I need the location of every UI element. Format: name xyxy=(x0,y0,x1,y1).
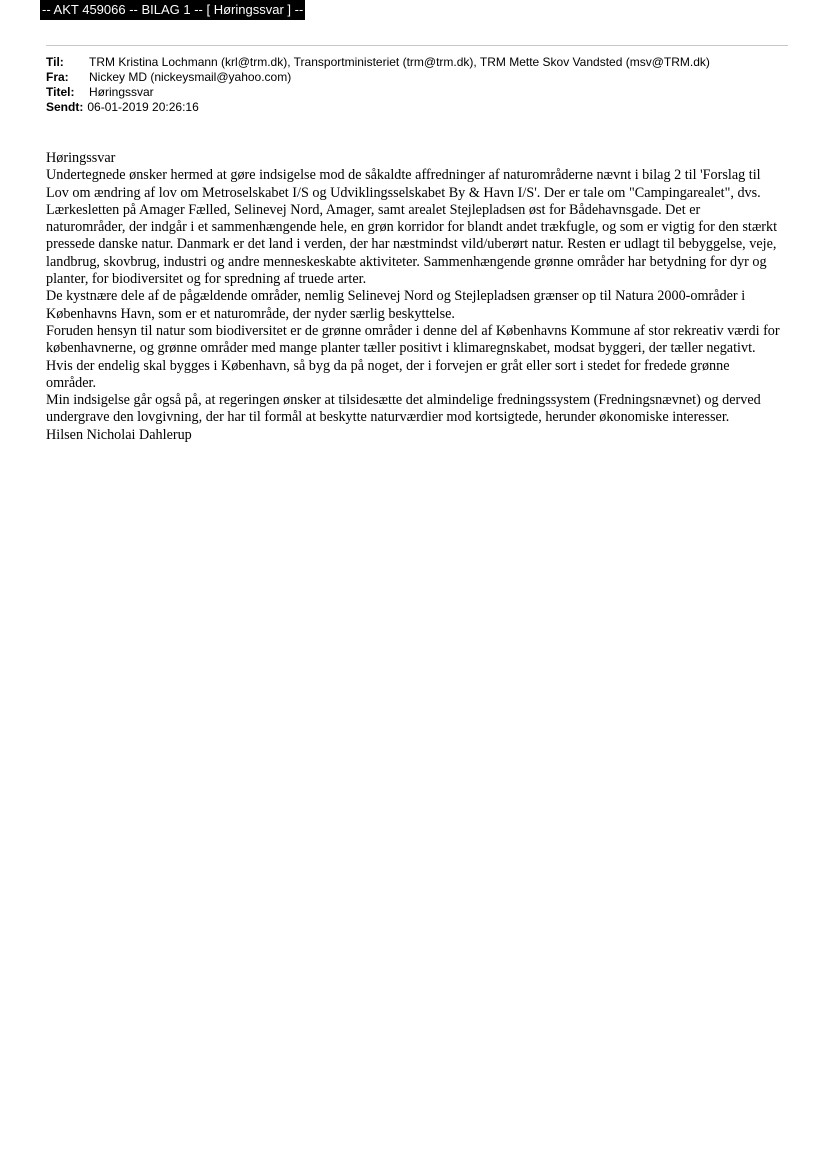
document-banner: -- AKT 459066 -- BILAG 1 -- [ Høringssvar ] -- xyxy=(40,0,305,20)
sent-row xyxy=(46,100,710,115)
body-paragraph-3: Foruden hensyn til natur som biodiversitet er de grønne områder i denne del af Københavns Kommune af stor rekreativ værdi for københavnerne, og grønne områder med mange planter tæller positivt i klimaregnskabet, modsat byggeri, der tæller negativt. Hvis der endelig skal bygges i København, så byg da på noget, der i forvejen er gråt eller sort i stedet for fredede grønne områder. xyxy=(46,322,780,391)
body-paragraph-1: Undertegnede ønsker hermed at gøre indsigelse mod de såkaldte affredninger af naturområderne nævnt i bilag 2 til 'Forslag til Lov om ændring af lov om Metroselskabet I/S og Udviklingsselskabet By & Havn I/S'. Der er tale om "Campingarealet", dvs. Lærkesletten på Amager Fælled, Selinevej Nord, Amager, samt arealet Stejlepladsen øst for Bådehavnsgade. Det er naturområder, der indgår i et sammenhængende hele, en grøn korridor for blandt andet trækfugle, og som er vigtig for den stærkt pressede danske natur. Danmark er det land i verden, der har næstmindst vild/uberørt natur. Resten er udlagt til bebyggelse, veje, landbrug, skovbrug, industri og andre menneskeskabte aktiviteter. Sammenhængende grønne områder har betydning for dyr og planter, for biodiversitet og for spredning af truede arter. xyxy=(46,167,778,288)
from-label: Fra: xyxy=(46,70,69,84)
email-body xyxy=(46,150,781,444)
sent-value: 06-01-2019 20:26:16 xyxy=(87,100,199,114)
from-value: Nickey MD (nickeysmail@yahoo.com) xyxy=(89,70,292,84)
to-row xyxy=(46,55,710,70)
body-paragraph-4: Min indsigelse går også på, at regeringen ønsker at tilsidesætte det almindelige fredningssystem (Fredningsnævnet) og derved undergrave den lovgivning, der har til formål at beskytte naturværdier mod kortsigtede, herunder økonomiske interesser. xyxy=(46,392,761,426)
to-label: Til: xyxy=(46,55,64,69)
email-header xyxy=(46,55,710,115)
sent-label: Sendt: xyxy=(46,100,84,114)
title-value: Høringssvar xyxy=(89,85,154,99)
title-label: Titel: xyxy=(46,85,75,99)
title-row xyxy=(46,85,710,100)
header-divider xyxy=(46,45,788,46)
to-value: TRM Kristina Lochmann (krl@trm.dk), Transportministeriet (trm@trm.dk), TRM Mette Skov Vandsted (msv@TRM.dk) xyxy=(89,55,710,69)
body-paragraph-2: De kystnære dele af de pågældende områder, nemlig Selinevej Nord og Stejlepladsen grænser op til Natura 2000-områder i Københavns Havn, som er et naturområde, der nyder særlig beskyttelse. xyxy=(46,288,746,322)
body-heading: Høringssvar xyxy=(46,150,116,166)
from-row xyxy=(46,70,710,85)
body-signature: Hilsen Nicholai Dahlerup xyxy=(46,426,192,443)
